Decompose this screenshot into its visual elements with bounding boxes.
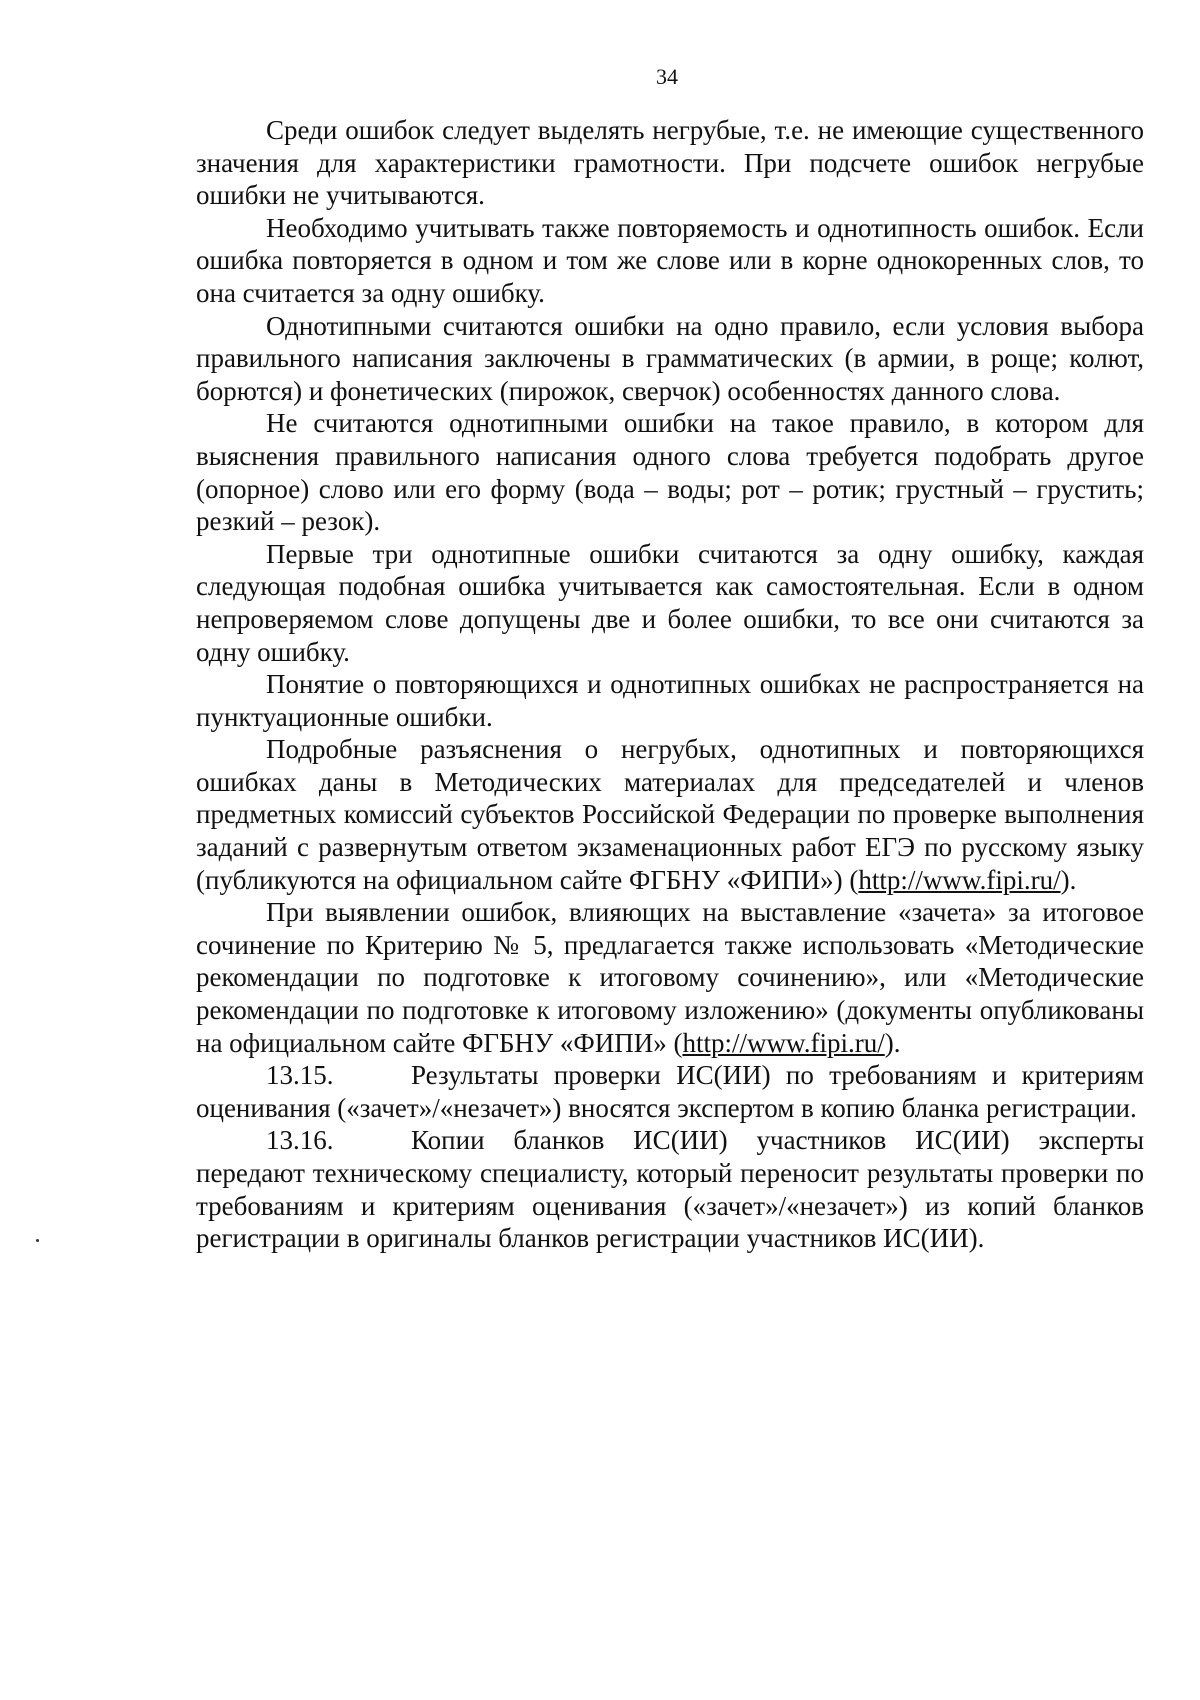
document-body xyxy=(196,114,1144,1255)
paragraph-punctuation xyxy=(196,668,1144,733)
paragraph-same-type-errors xyxy=(196,310,1144,408)
item-13-15 xyxy=(196,1059,1144,1124)
paragraph-text: Первые три однотипные ошибки считаются за одну ошибку, каждая следующая подобная ошибка учитывается как самостоятельная. Если в одном непроверяемом слове допущены две и более ошибки, то все они считаются за одну ошибку. xyxy=(196,538,1144,667)
scan-speck xyxy=(36,1239,39,1242)
paragraph-tail: ). xyxy=(884,1027,901,1058)
paragraph-not-same-type xyxy=(196,407,1144,537)
item-text: Копии бланков ИС(ИИ) участников ИС(ИИ) эксперты передают техническому специалисту, который переносит результаты проверки по требованиям и критериям оценивания («зачет»/«незачет») из копий бланков регистрации в оригиналы бланков регистрации участников ИС(ИИ). xyxy=(196,1125,1144,1254)
page-number: 34 xyxy=(656,64,678,89)
item-text: Результаты проверки ИС(ИИ) по требованиям и критериям оценивания («зачет»/«незачет») вносятся экспертом в копию бланка регистрации. xyxy=(196,1060,1144,1123)
paragraph-text: Необходимо учитывать также повторяемость и однотипность ошибок. Если ошибка повторяется в одном и том же слове или в корне однокоренных слов, то она считается за одну ошибку. xyxy=(196,212,1144,308)
paragraph-text: Однотипными считаются ошибки на одно правило, если условия выбора правильного написания заключены в грамматических (в армии, в роще; колют, борются) и фонетических (пирожок, сверчок) особенностях данного слова. xyxy=(196,310,1144,406)
paragraph-tail: ). xyxy=(1060,864,1077,895)
fipi-link[interactable]: http://www.fipi.ru/ xyxy=(682,1027,885,1058)
paragraph-text: Понятие о повторяющихся и однотипных ошибках не распространяется на пунктуационные ошибки. xyxy=(196,669,1144,732)
item-number: 13.15. xyxy=(266,1060,334,1091)
paragraph-text: Не считаются однотипными ошибки на такое правило, в котором для выяснения правильного написания одного слова требуется подобрать другое (опорное) слово или его форму (вода – воды; рот – ротик; грустный – грустить; резкий – резок). xyxy=(196,408,1144,537)
paragraph-text: Подробные разъяснения о негрубых, однотипных и повторяющихся ошибках даны в Методических материалах для председателей и членов предметных комиссий субъектов Российской Федерации по проверке выполнения заданий с развернутым ответом экзаменационных работ ЕГЭ по русскому языку (публикуются на официальном сайте ФГБНУ «ФИПИ») ( xyxy=(196,734,1144,895)
item-number: 13.16. xyxy=(266,1125,334,1156)
paragraph-first-three-errors xyxy=(196,538,1144,668)
paragraph-text: Среди ошибок следует выделять негрубые, т.е. не имеющие существенного значения для характеристики грамотности. При подсчете ошибок негрубые ошибки не учитываются. xyxy=(196,115,1144,211)
paragraph-criterion-5 xyxy=(196,896,1144,1059)
paragraph-text: При выявлении ошибок, влияющих на выставление «зачета» за итоговое сочинение по Критерию № 5, предлагается также использовать «Методические рекомендации по подготовке к итоговому сочинению», или «Методические рекомендации по подготовке к итоговому изложению» (документы опубликованы на официальном сайте ФГБНУ «ФИПИ» ( xyxy=(196,897,1144,1058)
item-13-16 xyxy=(196,1124,1144,1254)
paragraph-methodical-materials xyxy=(196,733,1144,896)
fipi-link[interactable]: http://www.fipi.ru/ xyxy=(858,864,1061,895)
paragraph-minor-errors xyxy=(196,114,1144,212)
paragraph-repeated-errors xyxy=(196,212,1144,310)
